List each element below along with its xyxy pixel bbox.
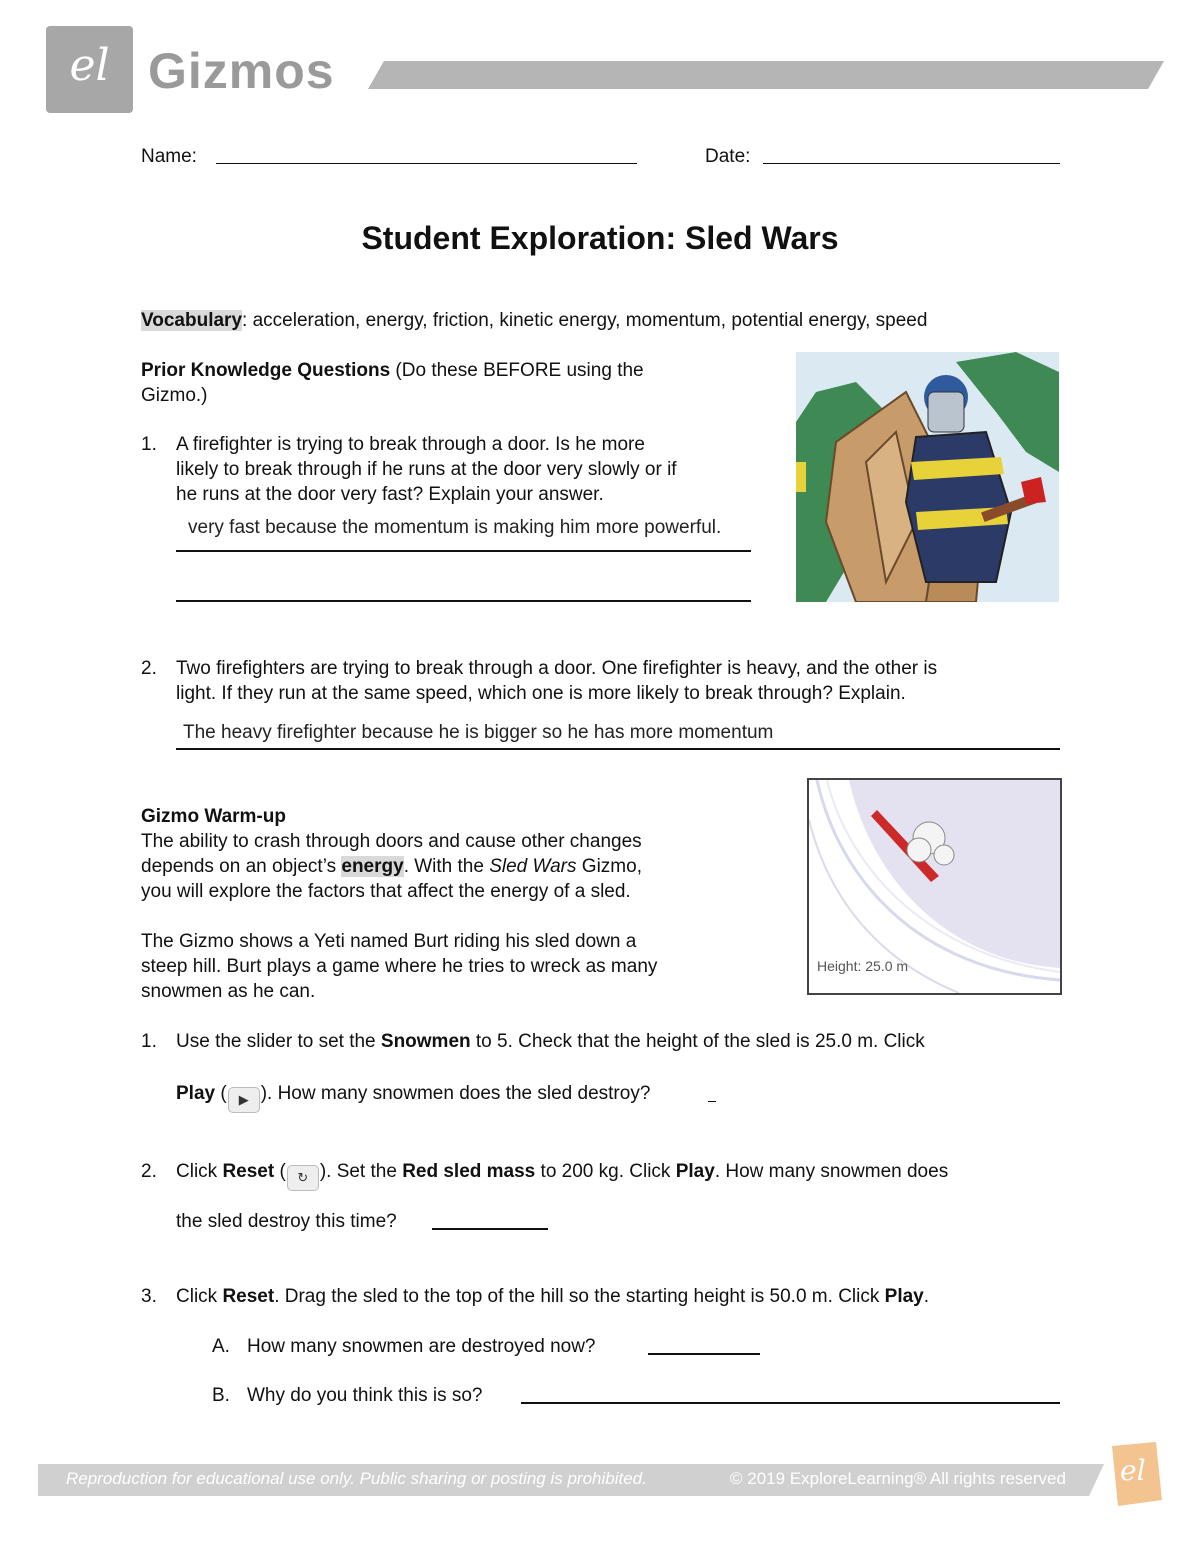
q2-number: 2. (141, 658, 157, 679)
footer-logo-text: el (1120, 1454, 1146, 1487)
q1-answer[interactable]: very fast because the momentum is making him more powerful. (188, 517, 722, 538)
step3b-label: B. (212, 1385, 230, 1406)
step3a-answer-line[interactable] (648, 1353, 760, 1355)
step3-number: 3. (141, 1286, 157, 1307)
step3b-text: Why do you think this is so? (247, 1385, 483, 1406)
vocabulary-label: Vocabulary (141, 310, 243, 331)
q1-number: 1. (141, 434, 157, 455)
brand-name: Gizmos (148, 43, 335, 99)
q1-line3: he runs at the door very fast? Explain your answer. (176, 484, 604, 505)
warmup-p1-line1: The ability to crash through doors and cause other changes (141, 831, 642, 852)
firefighter-illustration (796, 352, 1059, 602)
q2-answer-line[interactable] (176, 748, 1060, 750)
q2-line2: light. If they run at the same speed, which one is more likely to break through? Explain. (176, 683, 906, 704)
gizmo-name: Sled Wars (489, 856, 577, 877)
prior-knowledge-title: Prior Knowledge Questions (141, 360, 391, 381)
step2-number: 2. (141, 1161, 157, 1182)
step2-line1: Click Reset ( ↻ ). Set the Red sled mass to 200 kg. Click Play. How many snowmen does (176, 1159, 1076, 1191)
play-icon[interactable]: ▶ (228, 1087, 260, 1113)
step1-answer-line[interactable] (708, 1101, 716, 1102)
q1-answer-line-1[interactable] (176, 550, 751, 552)
name-label: Name: (141, 146, 197, 167)
step3-line1: Click Reset. Drag the sled to the top of the hill so the starting height is 50.0 m. Click Play. (176, 1286, 930, 1307)
warmup-section (141, 804, 781, 1004)
footer-disclaimer: Reproduction for educational use only. Public sharing or posting is prohibited. (66, 1469, 647, 1488)
page-title: Student Exploration: Sled Wars (361, 220, 839, 256)
vocabulary-line (141, 308, 927, 333)
warmup-p1-line3: you will explore the factors that affect the energy of a sled. (141, 881, 631, 902)
q1-line1: A firefighter is trying to break through a door. Is he more (176, 434, 645, 455)
reset-icon[interactable]: ↻ (287, 1165, 319, 1191)
date-label: Date: (705, 146, 751, 167)
warmup-p1-line2: depends on an object’s energy. With the Sled Wars Gizmo, (141, 856, 642, 877)
step3b-answer-line[interactable] (521, 1402, 1060, 1404)
warmup-p2-line3: snowmen as he can. (141, 981, 316, 1002)
gizmos-logo (46, 26, 133, 113)
sled-gizmo-image (807, 778, 1062, 995)
vocabulary-terms: : acceleration, energy, friction, kinetic energy, momentum, potential energy, speed (242, 310, 928, 331)
step2-answer-line[interactable] (432, 1228, 548, 1230)
q1-text (176, 432, 786, 507)
q2-answer[interactable]: The heavy firefighter because he is bigger so he has more momentum (183, 722, 774, 743)
footer-copyright: © 2019 ExploreLearning® All rights reserved (730, 1469, 1066, 1488)
q2-text (176, 656, 1076, 706)
warmup-heading: Gizmo Warm-up (141, 806, 286, 827)
step1-number: 1. (141, 1031, 157, 1052)
warmup-p2-line1: The Gizmo shows a Yeti named Burt riding his sled down a (141, 931, 637, 952)
step3a-text: How many snowmen are destroyed now? (247, 1336, 596, 1357)
sled-height-label: Height: 25.0 m (817, 958, 909, 974)
prior-knowledge-heading (141, 358, 781, 408)
warmup-p2-line2: steep hill. Burt plays a game where he tries to wreck as many (141, 956, 658, 977)
energy-term: energy (341, 856, 404, 877)
logo-text: el (69, 40, 110, 91)
step1-line1: Use the slider to set the Snowmen to 5. Check that the height of the sled is 25.0 m. Click (176, 1031, 925, 1052)
name-field[interactable] (216, 163, 637, 164)
step1-line2: Play ( ▶ ). How many snowmen does the sled destroy? (176, 1081, 650, 1113)
header-bar (368, 61, 1164, 89)
q1-answer-line-2[interactable] (176, 600, 751, 602)
step2-line2: the sled destroy this time? (176, 1211, 397, 1232)
date-field[interactable] (763, 163, 1060, 164)
q2-line1: Two firefighters are trying to break through a door. One firefighter is heavy, and the other is (176, 658, 938, 679)
prior-knowledge-note-1: (Do these BEFORE using the (390, 360, 644, 381)
explorelearning-logo (1104, 1442, 1164, 1506)
prior-knowledge-note-2: Gizmo.) (141, 385, 208, 406)
q1-line2: likely to break through if he runs at the door very slowly or if (176, 459, 677, 480)
step3a-label: A. (212, 1336, 230, 1357)
